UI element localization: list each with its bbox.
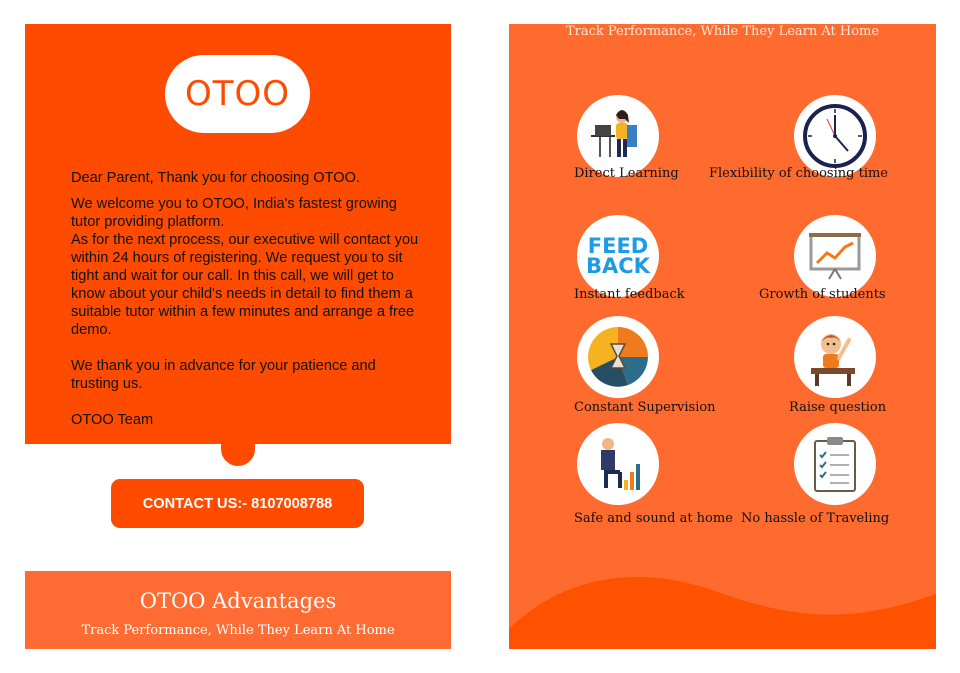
student-raising-hand-icon [805, 326, 865, 388]
feature-label: Raise question [789, 400, 887, 415]
welcome-card [25, 24, 451, 444]
flexibility-feature [794, 95, 876, 177]
card-tab [221, 436, 255, 466]
feature-label: Instant feedback [574, 287, 685, 302]
feature-label: Growth of students [759, 287, 886, 302]
feature-label: Direct Learning [574, 166, 679, 181]
feedback-icon-line-2: BACK [586, 254, 650, 278]
supervision-feature [577, 316, 659, 398]
advantages-title: OTOO Advantages [139, 589, 337, 613]
advantages-banner [25, 571, 451, 649]
feature-label: No hassle of Traveling [741, 511, 890, 526]
letter-paragraph-1: We welcome you to OTOO, India's fastest growing tutor providing platform. [71, 196, 397, 230]
no-travel-feature [794, 423, 876, 505]
letter-greeting: Dear Parent, Thank you for choosing OTOO. [71, 170, 361, 186]
instant-feedback-feature [577, 215, 659, 297]
letter-paragraph-3: We thank you in advance for your patience and trusting us. [71, 358, 376, 392]
welcome-letter [71, 169, 421, 437]
feature-label: Constant Supervision [574, 400, 716, 415]
feature-label: Safe and sound at home [574, 511, 733, 526]
safe-at-home-feature [577, 423, 659, 505]
checklist-icon [811, 435, 859, 493]
laptop-student-icon [587, 105, 649, 167]
advantages-subtitle: Track Performance, While They Learn At Home [81, 623, 395, 638]
logo-text: OTOO [184, 74, 291, 114]
person-sitting-icon [590, 434, 646, 494]
contact-us-button[interactable]: CONTACT US:- 8107008788 [111, 479, 364, 528]
hourglass-pie-icon [583, 322, 653, 392]
bottom-wave [509, 569, 936, 649]
clock-icon [800, 101, 870, 171]
feedback-icon [586, 236, 650, 276]
growth-feature [794, 215, 876, 297]
feedback-icon-line-1: FEED [587, 234, 649, 258]
panel-tagline: Track Performance, While They Learn At Home [565, 24, 880, 39]
letter-paragraph-2: As for the next process, our executive will contact you within 24 hours of registering. We request you to sit tight and wait for our call. In this call, we will get to know about your child's needs in detail to find them a suitable tutor within a few minutes and arrange a free demo. [71, 232, 419, 338]
raise-question-feature [794, 316, 876, 398]
advantages-panel [509, 24, 936, 649]
direct-learning-feature [577, 95, 659, 177]
letter-signoff: OTOO Team [71, 412, 154, 428]
growth-chart-icon [807, 231, 863, 281]
otoo-logo [165, 55, 310, 133]
feature-label: Flexibility of choosing time [709, 166, 888, 181]
